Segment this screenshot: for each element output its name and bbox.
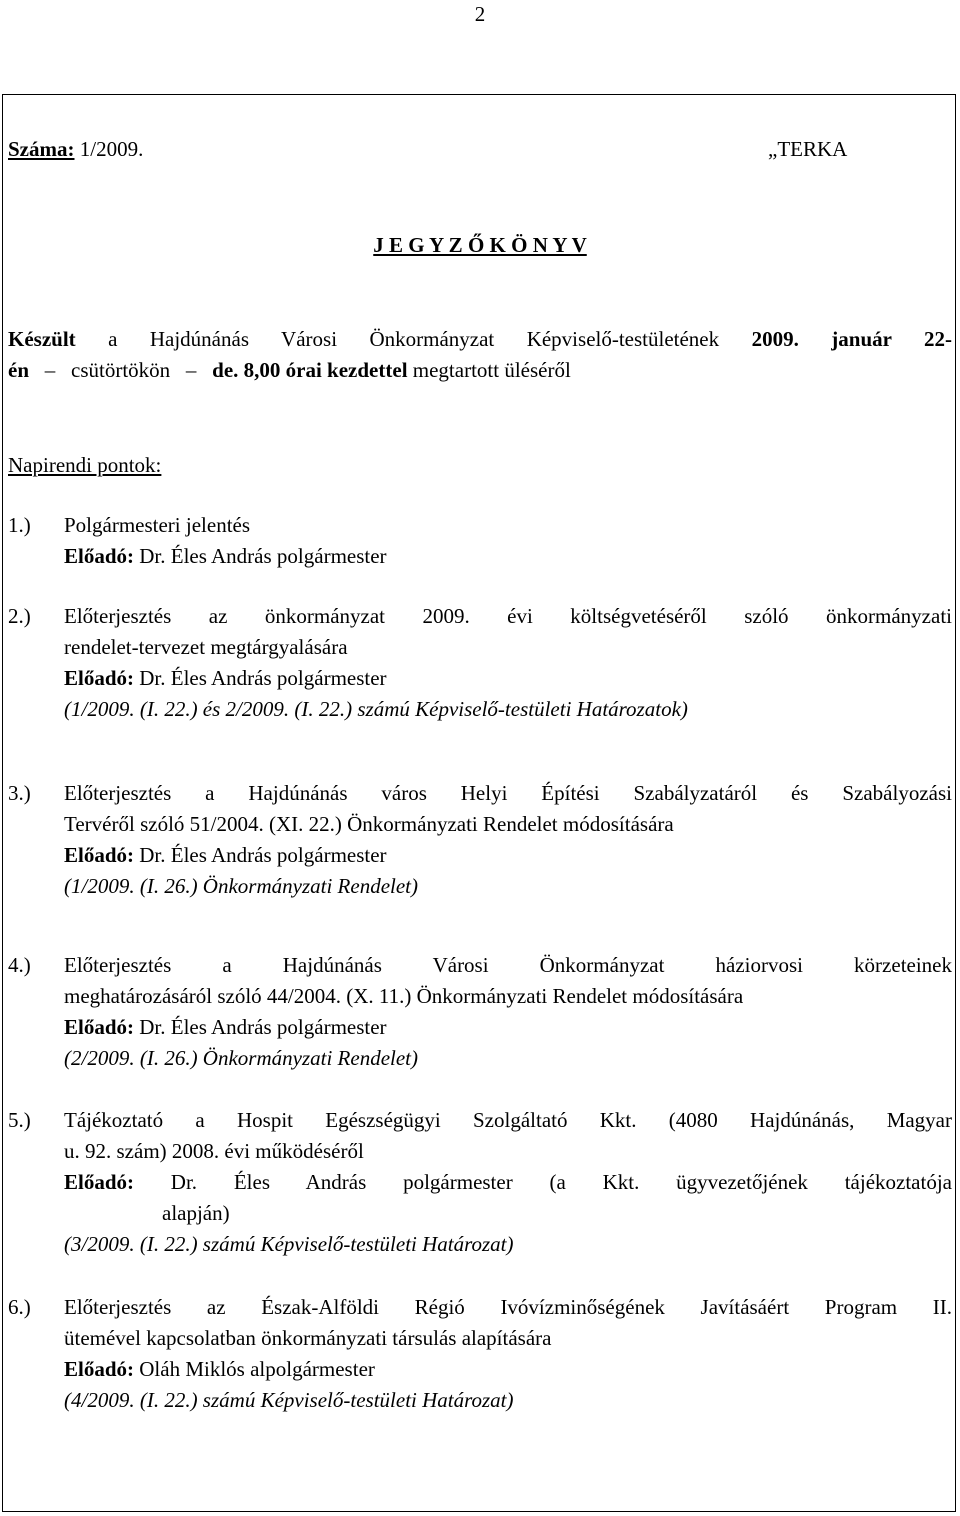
agenda-item-resolution: (4/2009. (I. 22.) számú Képviselő-testületi Határozat) (64, 1388, 514, 1412)
agenda-item-number: 3.) (8, 781, 31, 805)
agenda-item-text: meghatározásáról szóló 44/2004. (X. 11.) Önkormányzati Rendelet módosítására (64, 984, 744, 1008)
agenda-item-text: Polgármesteri jelentés (64, 513, 251, 537)
agenda-item-text: ütemével kapcsolatban önkormányzati társulás alapítására (64, 1326, 552, 1350)
agenda-heading: Napirendi pontok: (8, 453, 162, 477)
agenda-item-presenter: Előadó: Oláh Miklós alpolgármester (64, 1357, 375, 1381)
document-number (8, 134, 143, 165)
agenda-item-text: Előterjesztés az önkormányzat 2009. évi költségvetéséről szóló önkormányzati (64, 604, 952, 628)
agenda-item-presenter: Előadó: Dr. Éles András polgármester (64, 843, 387, 867)
terka-label: „TERKA (768, 137, 848, 161)
agenda-item-presenter: Előadó: Dr. Éles András polgármester (a Kkt. ügyvezetőjének tájékoztatója (64, 1170, 952, 1194)
agenda-item-presenter-cont: alapján) (162, 1201, 230, 1225)
intro-line-2: én – csütörtökön – de. 8,00 órai kezdettel megtartott üléséről (8, 358, 571, 382)
intro-line-1: Készült a Hajdúnánás Városi Önkormányzat Képviselő-testületének 2009. január 22- (8, 327, 952, 351)
agenda-item-number: 2.) (8, 604, 31, 628)
agenda-item-text: Előterjesztés a Hajdúnánás város Helyi Építési Szabályzatáról és Szabályozási (64, 781, 952, 805)
page-number: 2 (474, 2, 486, 26)
agenda-item-presenter: Előadó: Dr. Éles András polgármester (64, 666, 387, 690)
agenda-item-number: 5.) (8, 1108, 31, 1132)
agenda-item-presenter: Előadó: Dr. Éles András polgármester (64, 1015, 387, 1039)
agenda-item-presenter: Előadó: Dr. Éles András polgármester (64, 544, 387, 568)
agenda-item-text: rendelet-tervezet megtárgyalására (64, 635, 348, 659)
agenda-item-text: Tájékoztató a Hospit Egészségügyi Szolgáltató Kkt. (4080 Hajdúnánás, Magyar (64, 1108, 952, 1132)
agenda-item-resolution: (3/2009. (I. 22.) számú Képviselő-testületi Határozat) (64, 1232, 514, 1256)
agenda-item-resolution: (1/2009. (I. 26.) Önkormányzati Rendelet) (64, 874, 418, 898)
agenda-item-number: 1.) (8, 513, 31, 537)
agenda-item-text: Tervéről szóló 51/2004. (XI. 22.) Önkormányzati Rendelet módosítására (64, 812, 674, 836)
agenda-item-text: Előterjesztés az Észak-Alföldi Régió Ivóvízminőségének Javításáért Program II. (64, 1295, 952, 1319)
agenda-item-resolution: (2/2009. (I. 26.) Önkormányzati Rendelet) (64, 1046, 418, 1070)
agenda-item-text: Előterjesztés a Hajdúnánás Városi Önkormányzat háziorvosi körzeteinek (64, 953, 952, 977)
szama-value: 1/2009. (74, 137, 144, 161)
document-title: J E G Y Z Ő K Ö N Y V (373, 233, 587, 257)
intro-paragraph (8, 324, 952, 386)
agenda-item-text: u. 92. szám) 2008. évi működéséről (64, 1139, 364, 1163)
agenda-item-number: 4.) (8, 953, 31, 977)
szama-label: Száma: (8, 137, 75, 161)
agenda-item-number: 6.) (8, 1295, 31, 1319)
agenda-item-resolution: (1/2009. (I. 22.) és 2/2009. (I. 22.) számú Képviselő-testületi Határozatok) (64, 697, 688, 721)
